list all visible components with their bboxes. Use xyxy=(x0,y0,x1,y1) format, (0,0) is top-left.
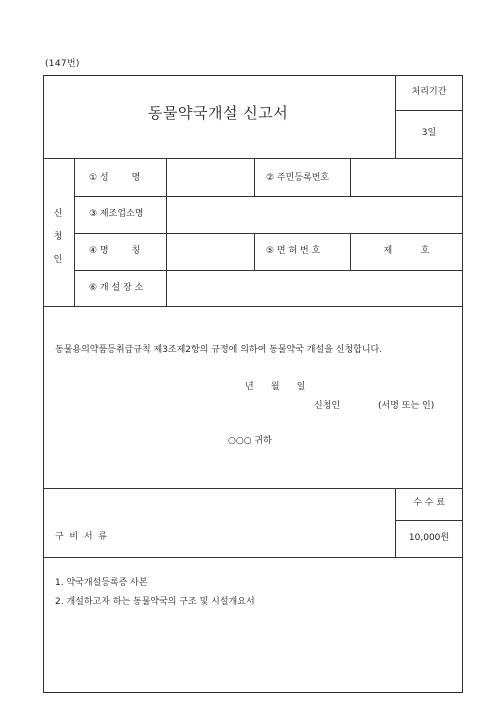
divider xyxy=(395,520,463,521)
business-name-label: ③ 제조업소명 xyxy=(89,209,144,219)
location-label: ⑥ 개 설 장 소 xyxy=(89,283,144,293)
rrn-field[interactable] xyxy=(351,159,462,195)
document-item: 1. 약국개설등록증 사본 xyxy=(55,578,148,588)
rrn-label: ② 주민등록번호 xyxy=(266,173,330,183)
location-field[interactable] xyxy=(167,271,462,305)
divider xyxy=(43,557,463,558)
title-field[interactable] xyxy=(167,234,253,269)
license-number-label: ⑤ 면 허 번 호 xyxy=(266,246,321,256)
processing-period-value: 3일 xyxy=(421,128,437,138)
name-label: ① 성 명 xyxy=(89,173,141,183)
license-number-value: 제 호 xyxy=(383,246,430,256)
divider xyxy=(74,158,75,306)
signature-note: (서명 또는 인) xyxy=(378,401,435,411)
document-title: 동물약국개설 신고서 xyxy=(148,104,289,122)
divider xyxy=(43,306,463,307)
required-documents-label: 구 비 서 류 xyxy=(55,532,107,542)
divider xyxy=(74,233,463,234)
form-number: (147번) xyxy=(45,59,80,69)
divider xyxy=(254,158,255,196)
applicant-sign-label: 신청인 xyxy=(314,401,341,411)
divider xyxy=(43,488,463,489)
business-name-field[interactable] xyxy=(167,197,462,232)
divider xyxy=(395,110,463,111)
document-item: 2. 개설하고자 하는 동물약국의 구조 및 시설개요서 xyxy=(55,597,255,607)
date-line: 년 월 일 xyxy=(245,382,306,392)
fee-value: 10,000원 xyxy=(408,533,450,543)
applicant-side-label: 신 청 인 xyxy=(53,209,63,265)
statement-text: 동물용의약품등취급규칙 제3조제2항의 규정에 의하여 동물약국 개설을 신청합니다. xyxy=(55,345,383,355)
addressee: ○○○ 귀하 xyxy=(228,436,272,446)
divider xyxy=(254,233,255,270)
title-label: ④ 명 칭 xyxy=(89,246,141,256)
processing-period-label: 처리기간 xyxy=(411,87,447,97)
fee-label: 수 수 료 xyxy=(413,498,445,508)
name-field[interactable] xyxy=(167,159,253,195)
